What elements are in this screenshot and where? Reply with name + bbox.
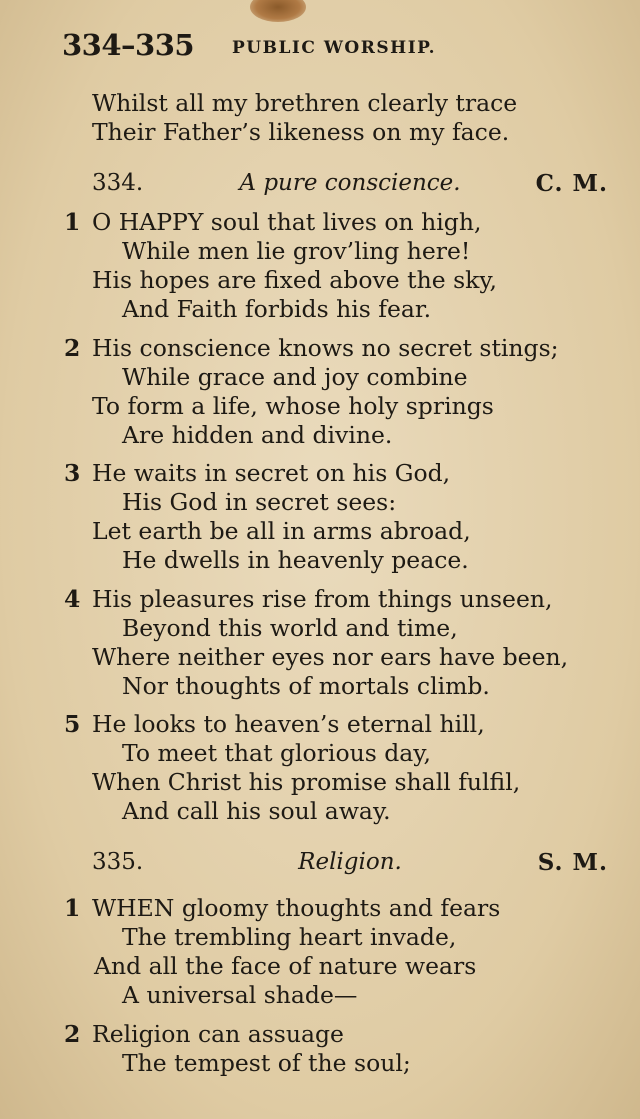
verse-line: A universal shade— bbox=[122, 981, 358, 1009]
hymn-meter: C. M. bbox=[535, 170, 608, 197]
stanza-number: 2 bbox=[64, 334, 81, 362]
verse-line: His God in secret sees: bbox=[122, 488, 397, 516]
verse-line: To form a life, whose holy springs bbox=[92, 392, 494, 420]
stanza-number: 2 bbox=[64, 1020, 81, 1048]
verse-line: He waits in secret on his God, bbox=[92, 459, 451, 487]
verse-line: Their Father’s likeness on my face. bbox=[92, 118, 510, 146]
verse-line: To meet that glorious day, bbox=[122, 739, 431, 767]
verse-line: While grace and joy combine bbox=[122, 363, 468, 391]
stanza-number: 3 bbox=[64, 459, 81, 487]
verse-line: Nor thoughts of mortals climb. bbox=[122, 672, 490, 700]
verse-line: Whilst all my brethren clearly trace bbox=[92, 89, 518, 117]
verse-line: When Christ his promise shall fulfil, bbox=[92, 768, 521, 796]
stanza-number: 1 bbox=[64, 208, 81, 236]
hymn-title: A pure conscience. bbox=[239, 170, 461, 196]
verse-line: O HAPPY soul that lives on high, bbox=[92, 208, 482, 236]
verse-line: His pleasures rise from things unseen, bbox=[92, 585, 553, 613]
verse-line: Beyond this world and time, bbox=[122, 614, 458, 642]
verse-line: While men lie grov’ling here! bbox=[122, 237, 471, 265]
stanza-number: 5 bbox=[64, 710, 81, 738]
verse-line: And Faith forbids his fear. bbox=[122, 295, 432, 323]
verse-line: Where neither eyes nor ears have been, bbox=[92, 643, 569, 671]
verse-line: He looks to heaven’s eternal hill, bbox=[92, 710, 485, 738]
stanza-number: 1 bbox=[64, 894, 81, 922]
page-header bbox=[62, 28, 622, 68]
verse-line: And call his soul away. bbox=[122, 797, 391, 825]
verse-line: The trembling heart invade, bbox=[122, 923, 457, 951]
verse-line: Religion can assuage bbox=[92, 1020, 344, 1048]
running-head: PUBLIC WORSHIP. bbox=[232, 38, 437, 58]
verse-line: And all the face of nature wears bbox=[94, 952, 477, 980]
verse-line: The tempest of the soul; bbox=[122, 1049, 411, 1077]
hymn-number: 334. bbox=[92, 170, 144, 196]
verse-line: Are hidden and divine. bbox=[122, 421, 393, 449]
hymn-335-heading bbox=[92, 849, 608, 881]
verse-line: His conscience knows no secret stings; bbox=[92, 334, 559, 362]
hymn-number: 335. bbox=[92, 849, 144, 875]
verse-line: His hopes are fixed above the sky, bbox=[92, 266, 498, 294]
hymn-334-heading bbox=[92, 170, 608, 202]
verse-line: WHEN gloomy thoughts and fears bbox=[92, 894, 501, 922]
stanza-number: 4 bbox=[64, 585, 81, 613]
page-numbers: 334–335 bbox=[62, 28, 195, 62]
verse-line: He dwells in heavenly peace. bbox=[122, 546, 469, 574]
ink-blot bbox=[250, 0, 306, 22]
verse-line: Let earth be all in arms abroad, bbox=[92, 517, 471, 545]
hymn-meter: S. M. bbox=[537, 849, 608, 876]
hymn-title: Religion. bbox=[298, 849, 402, 875]
